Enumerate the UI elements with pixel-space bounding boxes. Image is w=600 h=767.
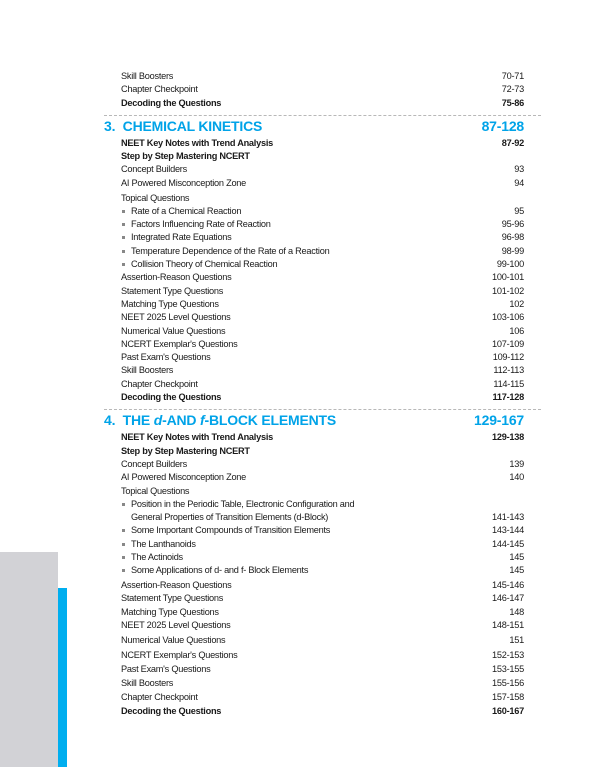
toc-entry[interactable] <box>121 325 524 338</box>
toc-entry-page: 157-158 <box>492 692 524 703</box>
toc-entry[interactable] <box>121 498 524 511</box>
toc-entry-page: 87-92 <box>501 137 524 148</box>
toc-entry-page: 148-151 <box>492 619 524 630</box>
toc-entry-page: 139 <box>509 458 524 469</box>
chapter-pages: 87-128 <box>481 117 524 134</box>
toc-entry[interactable] <box>121 431 524 444</box>
toc-entry[interactable] <box>121 458 524 471</box>
toc-entry[interactable] <box>121 551 524 564</box>
toc-entry[interactable] <box>121 471 524 484</box>
toc-entry-label: Topical Questions <box>121 192 190 203</box>
toc-entry[interactable] <box>121 511 524 524</box>
toc-entry[interactable] <box>121 351 524 364</box>
toc-entry-label: Integrated Rate Equations <box>121 231 232 244</box>
toc-entry-label: NEET 2025 Level Questions <box>121 619 231 630</box>
toc-entry-label: Some Important Compounds of Transition Elements <box>121 524 330 537</box>
toc-entry-label: Some Applications of d- and f- Block Elements <box>121 564 308 577</box>
toc-entry-label: Past Exam's Questions <box>121 352 211 363</box>
chapter-3-items <box>121 137 524 404</box>
toc-entry-page: 94 <box>514 177 524 188</box>
chapter-4-items <box>121 431 524 718</box>
toc-entry[interactable] <box>121 564 524 577</box>
toc-entry-label: Step by Step Mastering NCERT <box>121 151 250 162</box>
toc-entry[interactable] <box>121 298 524 311</box>
toc-entry-label: NEET Key Notes with Trend Analysis <box>121 432 273 443</box>
toc-entry-page: 95 <box>514 205 524 216</box>
toc-entry-label: Temperature Dependence of the Rate of a Reaction <box>121 245 329 258</box>
toc-entry-label: The Lanthanoids <box>121 538 196 551</box>
chapter-heading-4[interactable] <box>104 410 524 430</box>
toc-entry-label: Assertion-Reason Questions <box>121 580 232 591</box>
toc-entry[interactable] <box>121 619 524 632</box>
toc-entry-page: 148 <box>509 606 524 617</box>
toc-entry-label: The Actinoids <box>121 551 183 564</box>
chapter-title: 4. THE d-AND f-BLOCK ELEMENTS <box>104 412 337 429</box>
toc-entry-label: Position in the Periodic Table, Electronic Configuration and <box>121 498 354 511</box>
toc-entry[interactable] <box>121 691 524 704</box>
toc-entry-page: 96-98 <box>501 232 524 243</box>
toc-entry[interactable] <box>121 391 524 404</box>
toc-entry[interactable] <box>121 83 524 96</box>
toc-entry[interactable] <box>121 192 524 205</box>
toc-entry-page: 144-145 <box>492 538 524 549</box>
toc-entry-label: Topical Questions <box>121 485 190 496</box>
toc-entry-page: 153-155 <box>492 664 524 675</box>
toc-entry-label: Chapter Checkpoint <box>121 378 198 389</box>
toc-entry[interactable] <box>121 177 524 190</box>
toc-entry-label: Step by Step Mastering NCERT <box>121 445 250 456</box>
toc-entry-label: NCERT Exemplar's Questions <box>121 338 238 349</box>
toc-entry[interactable] <box>121 258 524 271</box>
toc-entry-page: 160-167 <box>492 705 524 716</box>
toc-entry-label: Skill Boosters <box>121 677 174 688</box>
toc-entry-page: 72-73 <box>501 84 524 95</box>
toc-entry-label: Decoding the Questions <box>121 97 222 108</box>
toc-entry[interactable] <box>121 218 524 231</box>
toc-entry[interactable] <box>121 445 524 458</box>
toc-entry-label: Skill Boosters <box>121 365 174 376</box>
toc-entry-page: 109-112 <box>492 352 524 363</box>
toc-entry[interactable] <box>121 245 524 258</box>
toc-entry-page: 112-113 <box>493 365 524 376</box>
toc-entry[interactable] <box>121 271 524 284</box>
toc-entry-page: 141-143 <box>492 512 524 523</box>
toc-entry-label: Numerical Value Questions <box>121 325 226 336</box>
toc-entry[interactable] <box>121 378 524 391</box>
toc-entry-page: 152-153 <box>492 649 524 660</box>
toc-entry-page: 70-71 <box>501 71 524 81</box>
toc-entry-label: Statement Type Questions <box>121 285 224 296</box>
toc-entry[interactable] <box>121 606 524 619</box>
toc-entry-label: Statement Type Questions <box>121 593 224 604</box>
toc-entry-label: AI Powered Misconception Zone <box>121 472 247 483</box>
toc-entry-label: Numerical Value Questions <box>121 634 226 645</box>
toc-entry-label: Skill Boosters <box>121 71 174 81</box>
toc-entry-label: Decoding the Questions <box>121 705 222 716</box>
toc-entry-page: 140 <box>509 472 524 483</box>
toc-entry[interactable] <box>121 137 524 150</box>
toc-entry-page: 151 <box>509 634 524 645</box>
toc-entry-label: Collision Theory of Chemical Reaction <box>121 258 277 271</box>
toc-entry-label: Factors Influencing Rate of Reaction <box>121 218 271 231</box>
toc-entry[interactable] <box>121 592 524 605</box>
toc-entry-label: NCERT Exemplar's Questions <box>121 649 238 660</box>
toc-entry-page: 100-101 <box>492 272 524 283</box>
toc-entry[interactable] <box>121 338 524 351</box>
toc-entry-page: 145-146 <box>492 580 524 591</box>
toc-entry[interactable] <box>121 205 524 218</box>
toc-entry[interactable] <box>121 649 524 662</box>
toc-entry[interactable] <box>121 285 524 298</box>
toc-entry-label: NEET Key Notes with Trend Analysis <box>121 137 273 148</box>
toc-entry-label: AI Powered Misconception Zone <box>121 177 247 188</box>
toc-entry-page: 106 <box>509 325 524 336</box>
toc-entry-page: 145 <box>509 552 524 562</box>
toc-entry-label: Matching Type Questions <box>121 298 219 309</box>
toc-entry[interactable] <box>121 70 524 83</box>
toc-entry[interactable] <box>121 634 524 647</box>
toc-entry[interactable] <box>121 231 524 244</box>
toc-entry[interactable] <box>121 163 524 176</box>
toc-entry-label: Past Exam's Questions <box>121 664 211 675</box>
toc-entry-page: 145 <box>509 565 524 576</box>
previous-chapter-tail <box>121 70 524 110</box>
table-of-contents <box>104 70 524 718</box>
side-tab-gray <box>0 552 58 767</box>
toc-entry-page: 99-100 <box>496 259 524 270</box>
chapter-title: 3. CHEMICAL KINETICS <box>104 117 263 134</box>
toc-entry[interactable] <box>121 677 524 690</box>
toc-entry-page: 146-147 <box>492 593 524 604</box>
toc-entry-page: 93 <box>514 164 524 175</box>
toc-entry[interactable] <box>121 538 524 551</box>
toc-entry-page: 129-138 <box>492 432 524 443</box>
toc-entry[interactable] <box>121 150 524 163</box>
toc-entry-label: Chapter Checkpoint <box>121 84 198 95</box>
toc-entry-page: 103-106 <box>492 312 524 323</box>
toc-entry[interactable] <box>121 579 524 592</box>
side-tab-blue <box>58 588 67 767</box>
toc-entry-page: 98-99 <box>501 245 524 256</box>
toc-entry-page: 143-144 <box>492 525 524 536</box>
toc-entry[interactable] <box>121 485 524 498</box>
toc-entry-page: 75-86 <box>501 97 524 108</box>
toc-entry-label: NEET 2025 Level Questions <box>121 312 231 323</box>
toc-entry[interactable] <box>121 663 524 676</box>
toc-entry-label: Decoding the Questions <box>121 392 222 403</box>
toc-entry-label: Rate of a Chemical Reaction <box>121 205 241 218</box>
toc-entry[interactable] <box>121 524 524 537</box>
toc-entry[interactable] <box>121 705 524 718</box>
toc-entry-page: 95-96 <box>501 219 524 230</box>
toc-entry-page: 107-109 <box>492 338 524 349</box>
toc-entry-label: Assertion-Reason Questions <box>121 272 232 283</box>
toc-entry[interactable] <box>121 364 524 377</box>
toc-entry-page: 155-156 <box>492 677 524 688</box>
toc-entry[interactable] <box>121 311 524 324</box>
chapter-heading-3[interactable] <box>104 116 524 136</box>
toc-entry-label: Concept Builders <box>121 458 187 469</box>
chapter-pages: 129-167 <box>474 412 524 429</box>
toc-entry-label: General Properties of Transition Elements (d-Block) <box>131 512 329 523</box>
toc-entry-page: 102 <box>509 298 524 309</box>
toc-entry-page: 117-128 <box>492 392 524 403</box>
toc-entry-label: Concept Builders <box>121 164 187 175</box>
toc-entry-label: Chapter Checkpoint <box>121 692 198 703</box>
toc-entry-label: Matching Type Questions <box>121 606 219 617</box>
toc-entry[interactable] <box>121 97 524 110</box>
toc-entry-page: 114-115 <box>493 378 524 389</box>
toc-entry-page: 101-102 <box>492 285 524 296</box>
